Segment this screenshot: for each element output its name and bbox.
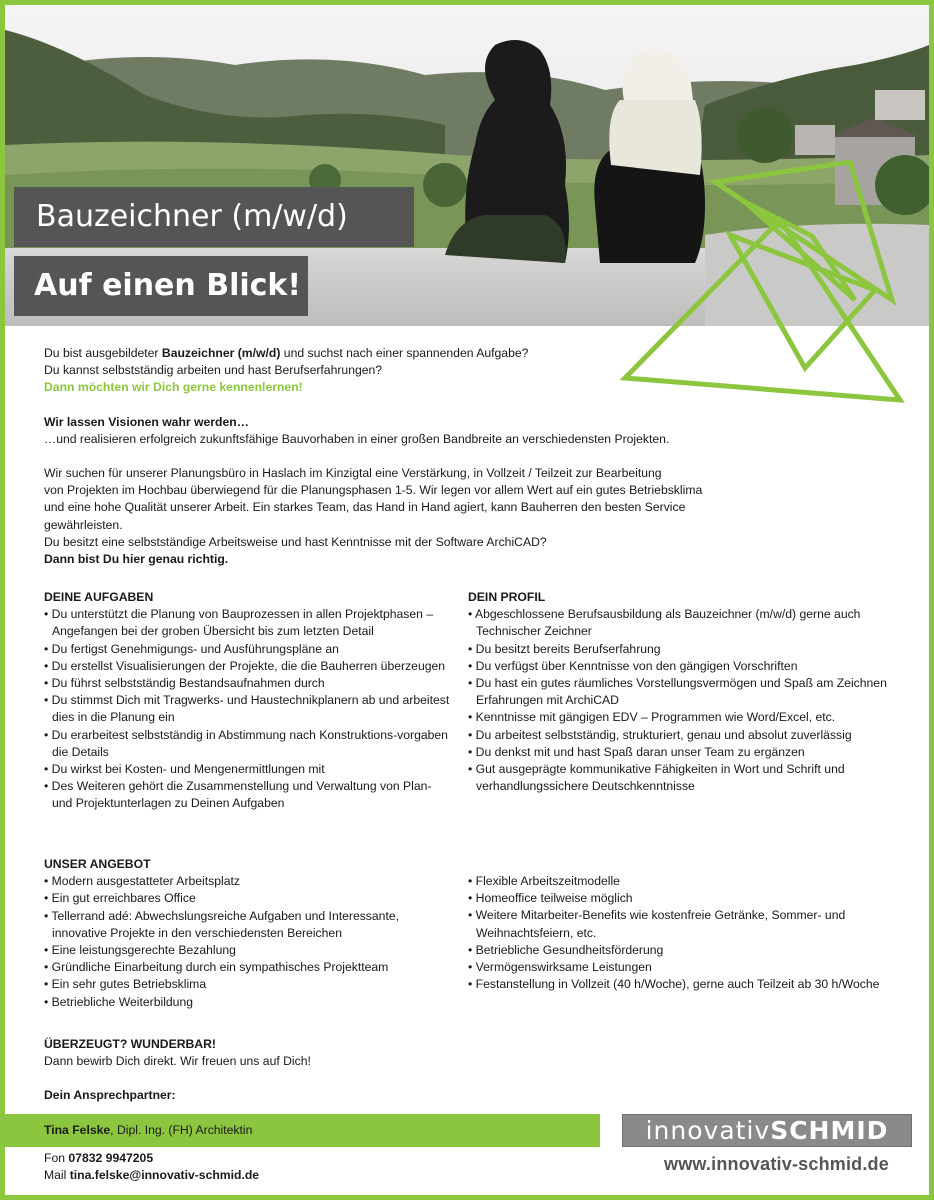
website-link[interactable]: www.innovativ-schmid.de <box>664 1154 889 1174</box>
offer-right-column <box>468 873 888 993</box>
company-logo: innovativSCHMID <box>622 1114 912 1147</box>
profile-item: • Gut ausgeprägte kommunikative Fähigkeiten in Wort und Schrift und verhandlungssichere Deutschkenntnisse <box>468 762 845 794</box>
offer-left-column <box>44 856 454 1011</box>
search-line-4: gewährleisten. <box>44 517 123 532</box>
task-item: • Du wirkst bei Kosten- und Mengenermittlungen mit <box>44 762 325 777</box>
task-item: • Du führst selbstständig Bestandsaufnahmen durch <box>44 676 325 691</box>
vision-heading: Wir lassen Visionen wahr werden… <box>44 414 249 429</box>
search-line-6: Dann bist Du hier genau richtig. <box>44 552 229 567</box>
mail-line: Mail tina.felske@innovativ-schmid.de <box>44 1168 260 1183</box>
intro-line-2: Du kannst selbstständig arbeiten und hast Berufserfahrungen? <box>44 363 383 378</box>
closing-text: Dann bewirb Dich direkt. Wir freuen uns auf Dich! <box>44 1054 311 1069</box>
task-item: • Des Weiteren gehört die Zusammenstellung und Verwaltung von Plan- und Projektunterlagen zu Deinen Aufgaben <box>44 779 432 811</box>
offer-heading: UNSER ANGEBOT <box>44 857 151 871</box>
task-item: • Du erstellst Visualisierungen der Projekte, die die Bauherren überzeugen <box>44 658 446 673</box>
contact-details <box>44 1150 259 1184</box>
profile-item: • Abgeschlossene Berufsausbildung als Bauzeichner (m/w/d) gerne auch Technischer Zeichner <box>468 607 861 639</box>
task-item: • Du stimmst Dich mit Tragwerks- und Haustechnikplanern ab und arbeitest dies in die Planung ein <box>44 693 450 725</box>
offer-item: • Betriebliche Weiterbildung <box>44 994 194 1009</box>
profile-item: • Du besitzt bereits Berufserfahrung <box>468 641 661 656</box>
offer-item: • Flexible Arbeitszeitmodelle <box>468 874 620 888</box>
offer-item: • Festanstellung in Vollzeit (40 h/Woche), gerne auch Teilzeit ab 30 h/Woche <box>468 977 880 992</box>
offer-item: • Weitere Mitarbeiter-Benefits wie kostenfreie Getränke, Sommer- und Weihnachtsfeiern, etc. <box>468 908 846 940</box>
contact-label: Dein Ansprechpartner: <box>44 1088 176 1103</box>
tasks-column <box>44 589 454 813</box>
intro-line-1: Du bist ausgebildeter Bauzeichner (m/w/d) und suchst nach einer spannenden Aufgabe? <box>44 346 529 360</box>
offer-item: • Ein gut erreichbares Office <box>44 891 196 906</box>
profile-heading: DEIN PROFIL <box>468 590 546 604</box>
offer-item: • Gründliche Einarbeitung durch ein sympathisches Projektteam <box>44 960 389 975</box>
job-subtitle: Auf einen Blick! <box>14 256 308 316</box>
profile-item: • Du denkst mit und hast Spaß daran unser Team zu ergänzen <box>468 744 805 759</box>
offer-item: • Tellerrand adé: Abwechslungsreiche Aufgaben und Interessante, innovative Projekte in den verschiedensten Bereichen <box>44 908 400 940</box>
job-title: Bauzeichner (m/w/d) <box>14 187 414 247</box>
contact-person: Tina Felske, Dipl. Ing. (FH) Architektin <box>44 1123 253 1137</box>
offer-item: • Modern ausgestatteter Arbeitsplatz <box>44 874 240 889</box>
offer-item: • Betriebliche Gesundheitsförderung <box>468 942 664 957</box>
profile-item: • Du verfügst über Kenntnisse von den gängigen Vorschriften <box>468 658 798 673</box>
intro-section <box>44 345 904 585</box>
closing-section <box>44 1036 311 1105</box>
phone-line: Fon 07832 9947205 <box>44 1151 154 1165</box>
offer-item: • Ein sehr gutes Betriebsklima <box>44 977 207 992</box>
profile-item: • Du arbeitest selbstständig, strukturiert, genau und absolut zuverlässig <box>468 727 852 742</box>
profile-column <box>468 589 888 795</box>
profile-item: • Kenntnisse mit gängigen EDV – Programmen wie Word/Excel, etc. <box>468 710 836 725</box>
vision-text: …und realisieren erfolgreich zukunftsfähige Bauvorhaben in einer großen Bandbreite an verschiedensten Projekten. <box>44 431 670 446</box>
search-line-5: Du besitzt eine selbstständige Arbeitsweise und hast Kenntnisse mit der Software ArchiCAD? <box>44 534 547 549</box>
task-item: • Du erarbeitest selbstständig in Abstimmung nach Konstruktions-vorgaben die Details <box>44 727 448 759</box>
phone-number[interactable]: 07832 9947205 <box>68 1151 154 1165</box>
intro-line-3: Dann möchten wir Dich gerne kennenlernen! <box>44 380 303 395</box>
offer-item: • Homeoffice teilweise möglich <box>468 891 633 906</box>
search-line-1: Wir suchen für unserer Planungsbüro in Haslach im Kinzigtal eine Verstärkung, in Vollzeit / Teilzeit zur Bearbeitung <box>44 466 662 481</box>
offer-item: • Vermögenswirksame Leistungen <box>468 960 652 975</box>
closing-heading: ÜBERZEUGT? WUNDERBAR! <box>44 1037 216 1051</box>
offer-item: • Eine leistungsgerechte Bezahlung <box>44 943 236 958</box>
task-item: • Du unterstützt die Planung von Bauprozessen in allen Projektphasen – Angefangen bei der groben Übersicht bis zum letzten Detail <box>44 607 434 639</box>
search-line-2: von Projekten im Hochbau überwiegend für die Planungsphasen 1-5. Wir legen vor allem Wert auf ein gutes Betriebsklima <box>44 483 703 498</box>
profile-item: • Du hast ein gutes räumliches Vorstellungsvermögen und Spaß am Zeichnen Erfahrungen mit ArchiCAD <box>468 676 887 708</box>
email-link[interactable]: tina.felske@innovativ-schmid.de <box>69 1168 260 1183</box>
search-line-3: und eine hohe Qualität unserer Arbeit. Ein starkes Team, das Hand in Hand agiert, kann Bauherren den besten Service <box>44 500 686 515</box>
task-item: • Du fertigst Genehmigungs- und Ausführungspläne an <box>44 641 339 656</box>
tasks-heading: DEINE AUFGABEN <box>44 590 154 604</box>
